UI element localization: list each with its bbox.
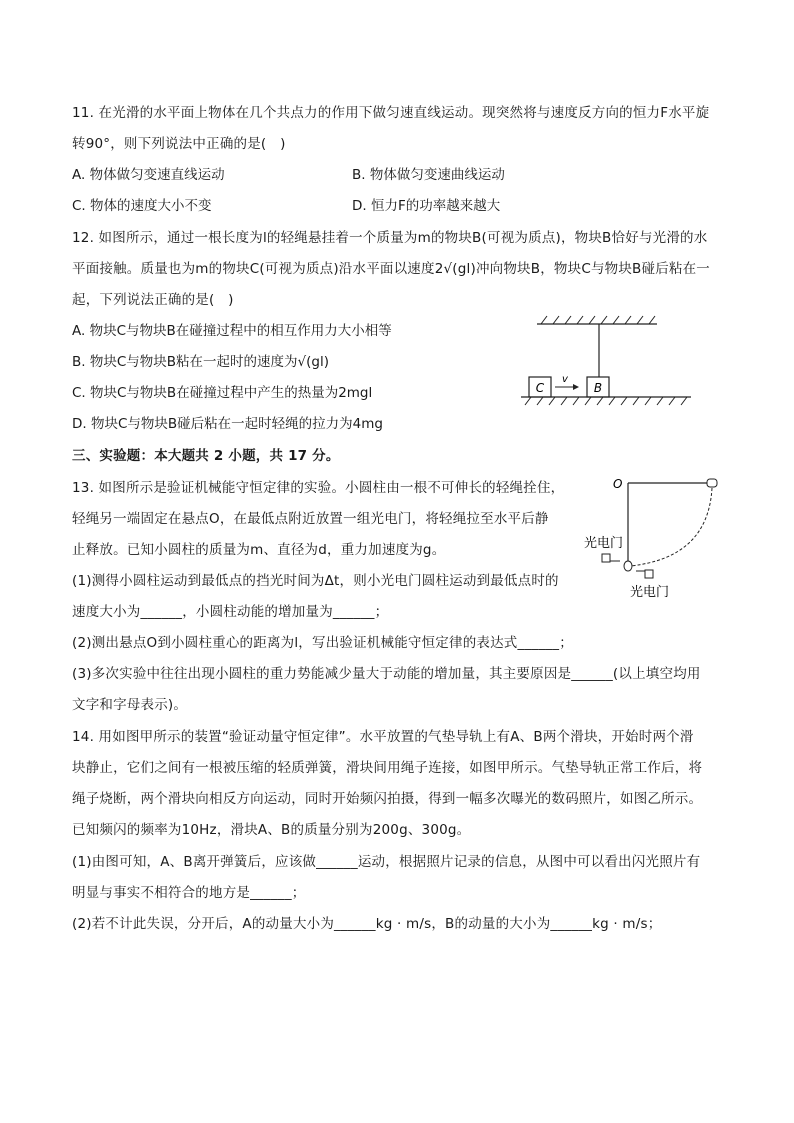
pivot-label: O — [613, 477, 623, 491]
q13-part1-line2: 速度大小为______，小圆柱动能的增加量为______； — [72, 604, 389, 620]
swing-path — [630, 488, 712, 566]
q12-stem-line2: 平面接触。质量也为m的物块C(可视为质点)沿水平面以速度2√(gl)冲向物块B，物块C与物块B碰后粘在一 — [72, 261, 711, 277]
cylinder-bottom — [624, 561, 632, 571]
cylinder-start — [707, 479, 717, 487]
q11-stem-line2: 转90°，则下列说法中正确的是( ) — [72, 136, 286, 152]
q14-stem-line4: 已知频闪的频率为10Hz，滑块A、B的质量分别为200g、300g。 — [72, 822, 471, 838]
q13-stem-line1: 13. 如图所示是验证机械能守恒定律的实验。小圆柱由一根不可伸长的轻绳拴住， — [72, 480, 565, 496]
q13-figure — [580, 470, 730, 605]
q13-stem-line2: 轻绳另一端固定在悬点O，在最低点附近放置一组光电门，将轻绳拉至水平后静 — [72, 511, 549, 527]
q13-stem-line3: 止释放。已知小圆柱的质量为m、直径为d，重力加速度为g。 — [72, 542, 446, 558]
q13-part1-line1: (1)测得小圆柱运动到最低点的挡光时间为Δt，则小光电门圆柱运动到最低点时的 — [72, 573, 559, 589]
q14-part1-line1: (1)由图可知，A、B离开弹簧后，应该做______运动，根据照片记录的信息，从图中可以看出闪光照片有 — [72, 854, 701, 870]
photogate-bottom-label: 光电门 — [630, 585, 670, 600]
q11-stem-line1: 11. 在光滑的水平面上物体在几个共点力的作用下做匀速直线运动。现突然将与速度反方向的恒力F水平旋 — [72, 105, 710, 121]
photogate-top-label: 光电门 — [584, 536, 624, 551]
velocity-label: v — [562, 374, 568, 385]
photogate-top — [602, 554, 610, 562]
q13-part3-line1: (3)多次实验中往往出现小圆柱的重力势能减少量大于动能的增加量，其主要原因是______(以上填空均用 — [72, 666, 701, 682]
q13-part3-line2: 文字和字母表示)。 — [72, 697, 188, 713]
q12-option-a: A. 物块C与物块B在碰撞过程中的相互作用力大小相等 — [72, 323, 392, 339]
q12-stem-line1: 12. 如图所示，通过一根长度为l的轻绳悬挂着一个质量为m的物块B(可视为质点)，物块B恰好与光滑的水 — [72, 230, 708, 246]
q11-option-b: B. 物体做匀变速曲线运动 — [352, 167, 505, 183]
section-3-heading: 三、实验题：本大题共 2 小题，共 17 分。 — [72, 448, 340, 464]
q14-part1-line2: 明显与事实不相符合的地方是______； — [72, 885, 306, 901]
q12-figure — [515, 312, 700, 410]
photogate-bottom — [645, 570, 653, 578]
q14-stem-line2: 块静止，它们之间有一根被压缩的轻质弹簧，滑块间用绳子连接，如图甲所示。气垫导轨正常工作后，将 — [72, 760, 703, 776]
q11-option-a: A. 物体做匀变速直线运动 — [72, 167, 225, 183]
q12-option-c: C. 物块C与物块B在碰撞过程中产生的热量为2mgl — [72, 385, 373, 401]
q14-part2: (2)若不计此失误，分开后，A的动量大小为______kg · m/s，B的动量的大小为______kg · m/s； — [72, 916, 662, 932]
q14-stem-line3: 绳子烧断，两个滑块向相反方向运动，同时开始频闪拍摄，得到一幅多次曝光的数码照片，如图乙所示。 — [72, 791, 703, 807]
q14-stem-line1: 14. 用如图甲所示的装置“验证动量守恒定律”。水平放置的气垫导轨上有A、B两个滑块，开始时两个滑 — [72, 729, 694, 745]
block-b-label: B — [593, 381, 603, 395]
q12-stem-line3: 起，下列说法正确的是( ) — [72, 292, 234, 308]
q11-option-c: C. 物体的速度大小不变 — [72, 198, 212, 214]
block-c-label: C — [535, 381, 545, 395]
q11-option-d: D. 恒力F的功率越来越大 — [352, 198, 501, 214]
q12-option-b: B. 物块C与物块B粘在一起时的速度为√(gl) — [72, 354, 329, 370]
q13-part2: (2)测出悬点O到小圆柱重心的距离为l，写出验证机械能守恒定律的表达式______； — [72, 635, 573, 651]
q12-option-d: D. 物块C与物块B碰后粘在一起时轻绳的拉力为4mg — [72, 416, 383, 432]
